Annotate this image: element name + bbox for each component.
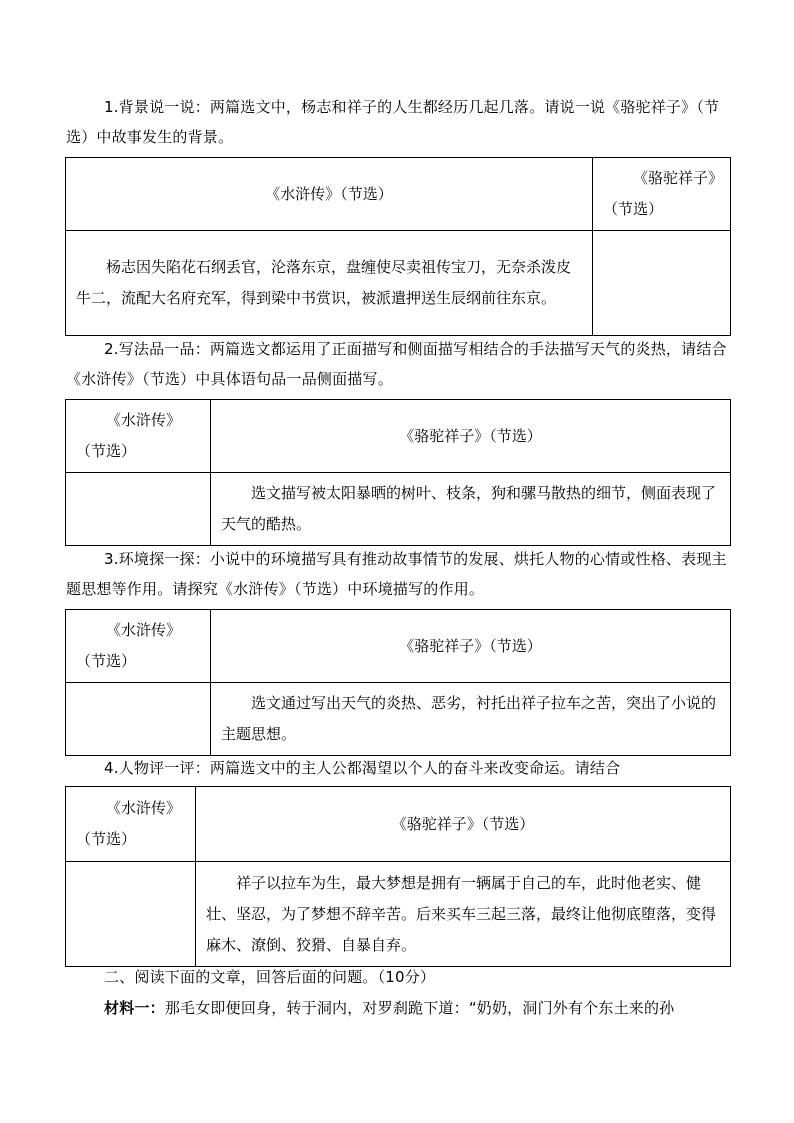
q4-header-shuihu: 《水浒传》（节选） bbox=[66, 787, 196, 862]
q4-cell-luotuo: 祥子以拉车为生，最大梦想是拥有一辆属于自己的车，此时他老实、健壮、坚忍，为了梦想不辞辛苦。后来买车三起三落，最终让他彻底堕落，变得麻木、潦倒、狡猾、自暴自弃。 bbox=[196, 862, 731, 967]
q4-header-luotuo: 《骆驼祥子》（节选） bbox=[196, 787, 731, 862]
question-1-table bbox=[65, 157, 731, 336]
question-1-text: 1.背景说一说：两篇选文中，杨志和祥子的人生都经历几起几落。请说一说《骆驼祥子》（节选）中故事发生的背景。 bbox=[66, 98, 720, 146]
q3-cell-shuihu-empty bbox=[66, 683, 211, 756]
question-3-table bbox=[65, 609, 731, 756]
q1-header-luotuo: 《骆驼祥子》（节选） bbox=[593, 158, 731, 231]
question-3-text: 3.环境探一探：小说中的环境描写具有推动故事情节的发展、烘托人物的心情或性格、表现主题思想等作用。请探究《水浒传》（节选）中环境描写的作用。 bbox=[66, 550, 727, 598]
q2-header-shuihu: 《水浒传》（节选） bbox=[66, 400, 211, 473]
q2-cell-shuihu-empty bbox=[66, 473, 211, 546]
question-2-text: 2.写法品一品：两篇选文都运用了正面描写和侧面描写相结合的手法描写天气的炎热，请结合《水浒传》（节选）中具体语句品一品侧面描写。 bbox=[66, 340, 727, 388]
question-4-table bbox=[65, 786, 731, 967]
material-1-paragraph bbox=[66, 993, 730, 1023]
question-4-text: 4.人物评一评：两篇选文中的主人公都渴望以个人的奋斗来改变命运。请结合 bbox=[104, 759, 621, 777]
q3-header-luotuo: 《骆驼祥子》（节选） bbox=[211, 610, 731, 683]
q3-cell-luotuo: 选文通过写出天气的炎热、恶劣，衬托出祥子拉车之苦，突出了小说的主题思想。 bbox=[211, 683, 731, 756]
q1-cell-luotuo-empty bbox=[593, 231, 731, 336]
material-1-text: 那毛女即便回身，转于洞内，对罗刹跪下道：“奶奶，洞门外有个东土来的孙 bbox=[164, 999, 675, 1017]
q1-cell-shuihu: 杨志因失陷花石纲丢官，沦落东京，盘缠使尽卖祖传宝刀，无奈杀泼皮牛二，流配大名府充军，得到梁中书赏识，被派遣押送生辰纲前往东京。 bbox=[66, 231, 593, 336]
q1-header-shuihu: 《水浒传》（节选） bbox=[66, 158, 593, 231]
q2-cell-luotuo: 选文描写被太阳暴晒的树叶、枝条，狗和骡马散热的细节，侧面表现了天气的酷热。 bbox=[211, 473, 731, 546]
q3-header-shuihu: 《水浒传》（节选） bbox=[66, 610, 211, 683]
q2-header-luotuo: 《骆驼祥子》（节选） bbox=[211, 400, 731, 473]
section-2-heading: 二、阅读下面的文章，回答后面的问题。（10分） bbox=[104, 968, 436, 986]
material-1-label: 材料一： bbox=[104, 999, 165, 1017]
question-2-table bbox=[65, 399, 731, 546]
q4-cell-shuihu-empty bbox=[66, 862, 196, 967]
